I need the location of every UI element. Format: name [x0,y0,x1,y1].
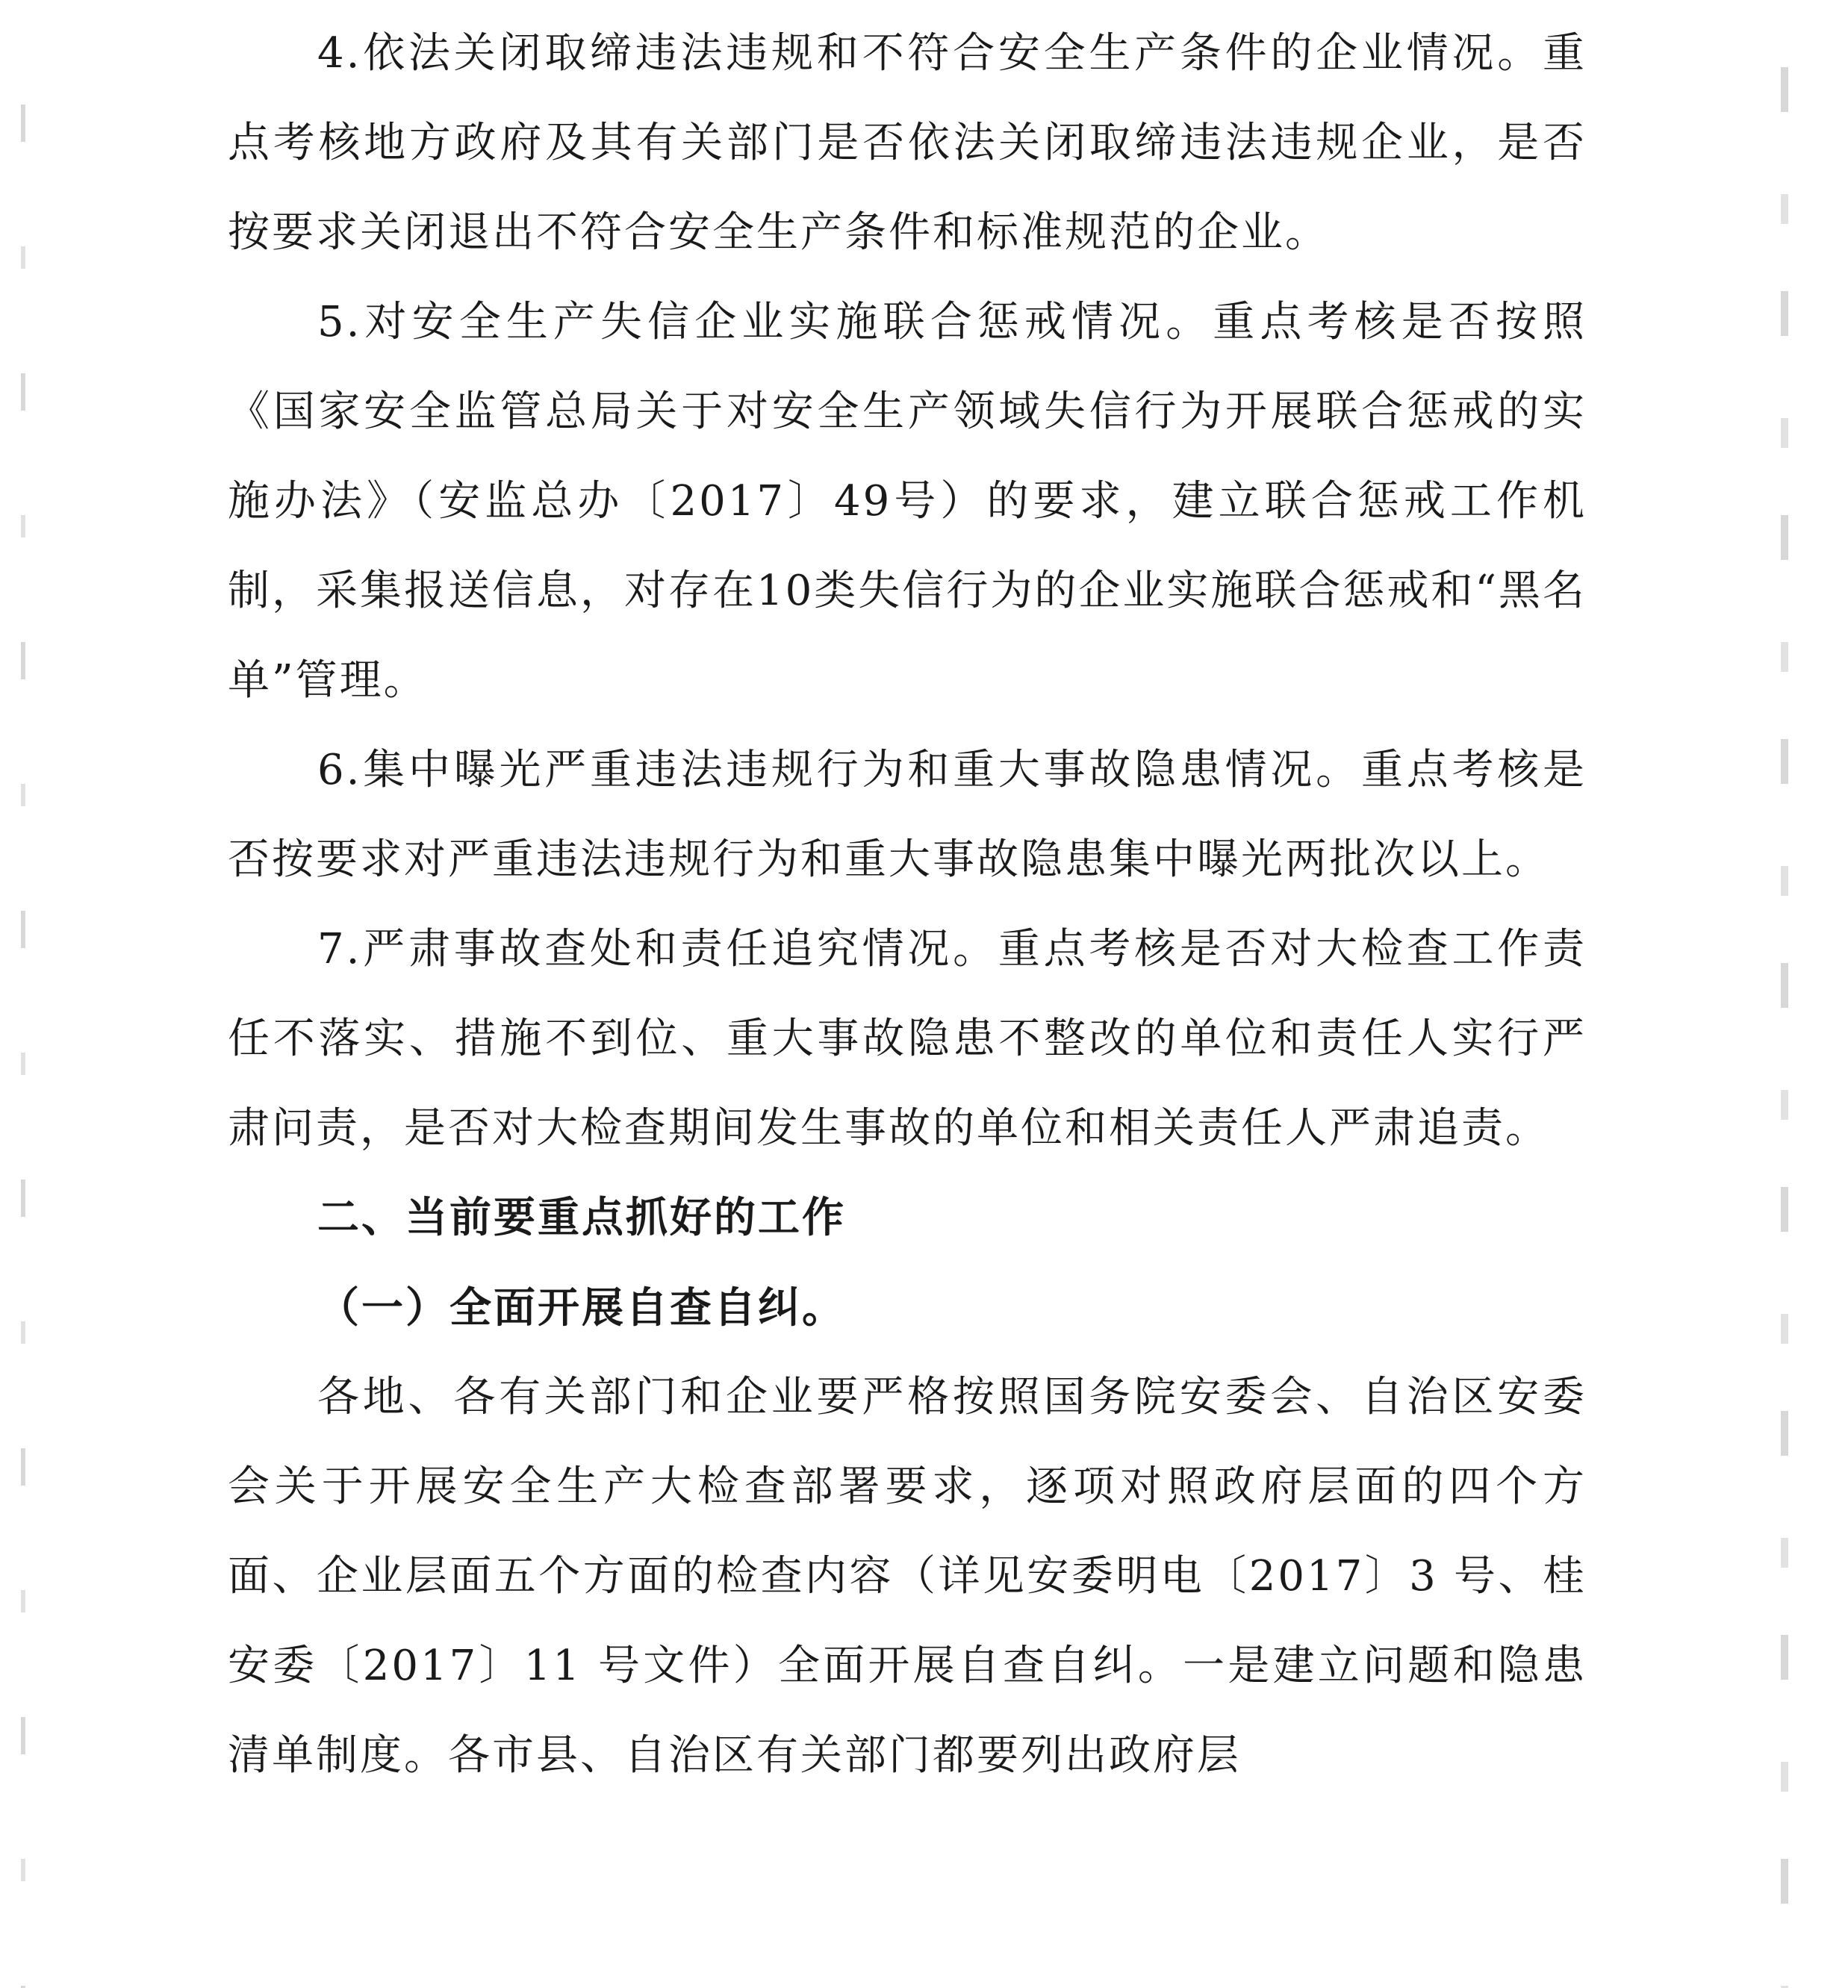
paragraph-item-4: 4.依法关闭取缔违法违规和不符合安全生产条件的企业情况。重点考核地方政府及其有关部门是否依法关闭取缔违法违规企业，是否按要求关闭退出不符合安全生产条件和标准规范的企业。 [228,29,1587,257]
body-paragraph: 各地、各有关部门和企业要严格按照国务院安委会、自治区安委会关于开展安全生产大检查部署要求，逐项对照政府层面的四个方面、企业层面五个方面的检查内容（详见安委明电〔2017〕3 号、桂安委〔2017〕11 号文件）全面开展自查自纠。一是建立问题和隐患清单制度。各市县、自治区有关部门都要列出政府层 [228,1373,1587,1780]
document-page [228,9,1587,1801]
paragraph-item-5: 5.对安全生产失信企业实施联合惩戒情况。重点考核是否按照《国家安全监管总局关于对安全生产领域失信行为开展联合惩戒的实施办法》（安监总办〔2017〕49号）的要求，建立联合惩戒工作机制，采集报送信息，对存在10类失信行为的企业实施联合惩戒和“黑名单”管理。 [228,298,1587,705]
paragraph-item-6: 6.集中曝光严重违法违规行为和重大事故隐患情况。重点考核是否按要求对严重违法违规行为和重大事故隐患集中曝光两批次以上。 [228,746,1587,884]
scan-edge-right [1781,0,1788,1988]
scan-edge-left [21,0,25,1988]
paragraph-item-7: 7.严肃事故查处和责任追究情况。重点考核是否对大检查工作责任不落实、措施不到位、重大事故隐患不整改的单位和责任人实行严肃问责，是否对大检查期间发生事故的单位和相关责任人严肃追责。 [228,925,1587,1153]
subsection-heading: （一）全面开展自查自纠。 [317,1283,846,1333]
section-heading: 二、当前要重点抓好的工作 [317,1194,846,1242]
